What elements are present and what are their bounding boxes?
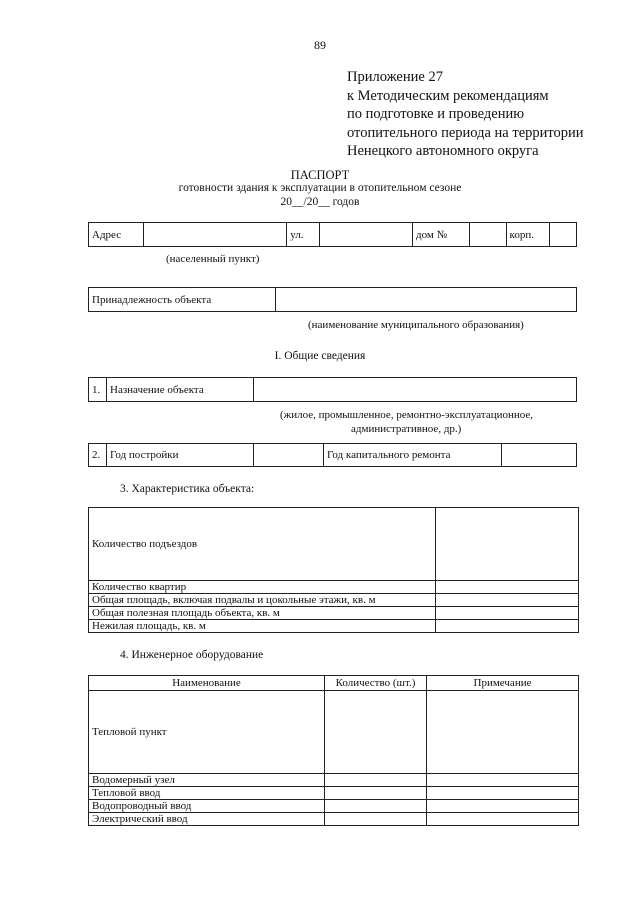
year-table <box>88 443 577 467</box>
address-table <box>88 222 577 247</box>
equipment-note[interactable] <box>427 800 579 813</box>
ownership-table <box>88 287 577 312</box>
appendix-header <box>347 68 584 161</box>
characteristic-label: Нежилая площадь, кв. м <box>89 620 436 633</box>
build-year-label: Год постройки <box>107 444 254 467</box>
ownership-field[interactable] <box>276 288 577 312</box>
column-header: Примечание <box>427 676 579 691</box>
column-header: Наименование <box>89 676 325 691</box>
locality-caption: (населенный пункт) <box>166 253 260 265</box>
section3-heading: 3. Характеристика объекта: <box>120 483 255 495</box>
characteristic-value[interactable] <box>436 620 579 633</box>
ownership-caption: (наименование муниципального образования) <box>308 319 524 331</box>
repair-year-label: Год капитального ремонта <box>324 444 502 467</box>
characteristic-value[interactable] <box>436 594 579 607</box>
build-year-field[interactable] <box>254 444 324 467</box>
appendix-line: к Методическим рекомендациям <box>347 87 549 104</box>
purpose-field[interactable] <box>254 378 577 402</box>
equipment-note[interactable] <box>427 691 579 774</box>
characteristic-label: Общая полезная площадь объекта, кв. м <box>89 607 436 620</box>
item-number: 1. <box>89 378 107 402</box>
purpose-table <box>88 377 577 402</box>
document-years: 20__/20__ годов <box>280 196 360 208</box>
equipment-table <box>88 675 579 826</box>
appendix-line: по подготовке и проведению <box>347 106 525 122</box>
equipment-name: Электрический ввод <box>89 813 325 826</box>
purpose-caption-2: административное, др.) <box>351 423 462 435</box>
equipment-note[interactable] <box>427 813 579 826</box>
street-label: ул. <box>287 223 320 247</box>
characteristic-label: Количество подъездов <box>89 508 436 581</box>
appendix-line: Ненецкого автономного округа <box>347 143 539 159</box>
characteristic-value[interactable] <box>436 607 579 620</box>
column-header: Количество (шт.) <box>325 676 427 691</box>
equipment-qty[interactable] <box>325 691 427 774</box>
address-label: Адрес <box>89 223 144 247</box>
characteristics-table <box>88 507 579 633</box>
appendix-line: отопительного периода на территории <box>347 124 584 141</box>
item-number: 2. <box>89 444 107 467</box>
building-field[interactable] <box>549 223 576 247</box>
ownership-label: Принадлежность объекта <box>89 288 276 312</box>
repair-year-field[interactable] <box>502 444 577 467</box>
document-title: ПАСПОРТ <box>290 168 350 182</box>
purpose-caption-1: (жилое, промышленное, ремонтно-эксплуатационное, <box>280 409 534 421</box>
building-label: корп. <box>506 223 549 247</box>
characteristic-value[interactable] <box>436 581 579 594</box>
street-field[interactable] <box>320 223 413 247</box>
equipment-name: Тепловой пункт <box>89 691 325 774</box>
equipment-qty[interactable] <box>325 800 427 813</box>
equipment-name: Водомерный узел <box>89 774 325 787</box>
equipment-name: Водопроводный ввод <box>89 800 325 813</box>
characteristic-value[interactable] <box>436 508 579 581</box>
equipment-note[interactable] <box>427 774 579 787</box>
house-field[interactable] <box>470 223 506 247</box>
locality-field[interactable] <box>144 223 287 247</box>
equipment-qty[interactable] <box>325 787 427 800</box>
page-number: 89 <box>314 38 326 52</box>
section1-heading: I. Общие сведения <box>274 350 366 362</box>
equipment-note[interactable] <box>427 787 579 800</box>
equipment-qty[interactable] <box>325 813 427 826</box>
characteristic-label: Количество квартир <box>89 581 436 594</box>
house-label: дом № <box>412 223 469 247</box>
section4-heading: 4. Инженерное оборудование <box>120 649 264 661</box>
purpose-label: Назначение объекта <box>107 378 254 402</box>
characteristic-label: Общая площадь, включая подвалы и цокольные этажи, кв. м <box>89 594 436 607</box>
document-subtitle: готовности здания к эксплуатации в отопительном сезоне <box>178 182 462 194</box>
equipment-name: Тепловой ввод <box>89 787 325 800</box>
appendix-line: Приложение 27 <box>347 69 443 85</box>
equipment-qty[interactable] <box>325 774 427 787</box>
